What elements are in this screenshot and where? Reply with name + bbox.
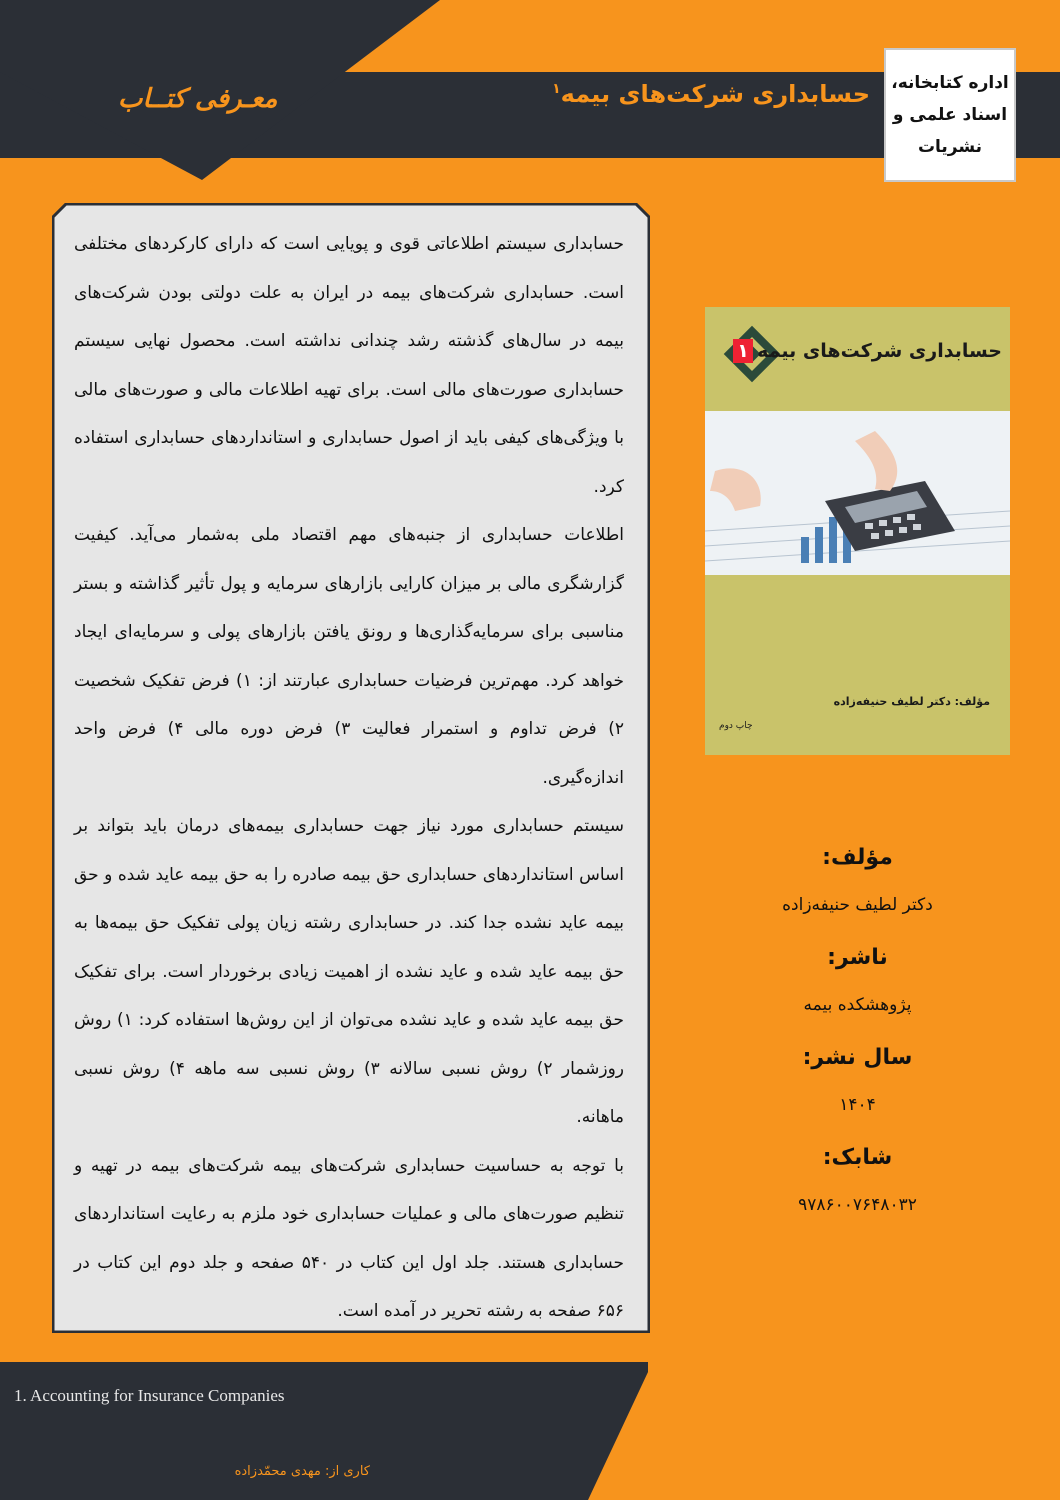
year-value: ۱۴۰۴: [839, 1095, 876, 1115]
footnote: 1. Accounting for Insurance Companies: [14, 1386, 285, 1405]
isbn-label: شابک:: [822, 1145, 893, 1170]
credit: کاری از: مهدی محمّدزاده: [234, 1464, 370, 1479]
paragraph: حسابداری سیستم اطلاعاتی قوی و پویایی است که دارای کارکردهای مختلفی است. حسابداری شرکت‌های بیمه در ایران به علت دولتی بودن شرکت‌های بیمه در سال‌های گذشته رشد چندانی نداشته است. محصول نهایی سیستم حسابداری صورت‌های مالی است. برای تهیه اطلاعات مالی و صورت‌های مالی با ویژگی‌های کیفی باید از اصول حسابداری و استانداردهای حسابداری استفاده کرد.: [74, 234, 624, 497]
section-label: معـرفی کتــاب: [118, 84, 278, 114]
department-label: اداره کتابخانه، اسناد علمی و نشریات: [891, 73, 1009, 157]
cover-title-text: حسابداری شرکت‌های بیمه: [757, 340, 1002, 362]
publisher-label: ناشر:: [827, 945, 888, 970]
footer-corner: [588, 1362, 648, 1500]
footnote-mark: ۱: [552, 81, 561, 97]
cover-author: مؤلف: دکتر لطیف حنیفه‌زاده: [833, 695, 990, 708]
calculator-photo: [705, 411, 1010, 575]
page-title: [552, 80, 870, 108]
department-box: [884, 48, 1016, 182]
cover-volume-badge: ۱: [733, 339, 753, 363]
book-cover: [705, 307, 1010, 755]
paragraph: با توجه به حساسیت حسابداری شرکت‌های بیمه شرکت‌های بیمه در تهیه و تنظیم صورت‌های مالی و عملیات حسابداری خود ملزم به رعایت استانداردهای حسابداری هستند. جلد اول این کتاب در ۵۴۰ صفحه و جلد دوم این کتاب در ۶۵۶ صفحه به رشته تحریر در آمده است.: [74, 1155, 625, 1321]
article-body: [74, 220, 624, 1336]
paragraph: سیستم حسابداری مورد نیاز جهت حسابداری بیمه‌های درمان باید بتواند بر اساس استانداردهای حسابداری حق بیمه صادره را به حق بیمه عاید شده و حق بیمه عاید نشده جدا کند. در حسابداری رشته زیان پولی تفکیک حق بیمه‌ها به حق بیمه عاید شده و عاید نشده از اهمیت زیادی برخوردار است. برای تفکیک حق بیمه عاید شده و عاید نشده می‌توان از این روش‌ها استفاده کرد: ۱) روش روزشمار ۲) روش نسبی سالانه ۳) روش نسبی سه ماهه ۴) روش نسبی ماهانه.: [74, 816, 624, 1127]
author-value: دکتر لطیف حنیفه‌زاده: [782, 895, 933, 915]
title-text: حسابداری شرکت‌های بیمه: [560, 80, 870, 108]
author-label: مؤلف:: [822, 845, 893, 870]
footer-bar: [0, 1362, 588, 1500]
cover-title: [733, 339, 1002, 363]
cover-edition: چاپ دوم: [719, 721, 753, 731]
isbn-value: ۹۷۸۶۰۰۷۶۴۸۰۳۲: [798, 1195, 917, 1215]
publisher-value: پژوهشکده بیمه: [803, 995, 912, 1015]
year-label: سال نشر:: [802, 1045, 913, 1070]
book-info: [705, 840, 1010, 1240]
paragraph: اطلاعات حسابداری از جنبه‌های مهم اقتصاد ملی به‌شمار می‌آید. کیفیت گزارشگری مالی بر میزان کارایی بازارهای سرمایه و پول تأثیر گذاشته و بستر مناسبی برای سرمایه‌گذاری‌ها و رونق یافتن بازارهای پولی و سرمایه‌ای ایجاد خواهد کرد. مهم‌ترین فرضیات حسابداری عبارتند از: ۱) فرض تفکیک شخصیت ۲) فرض تداوم و استمرار فعالیت ۳) فرض دوره مالی ۴) فرض واحد اندازه‌گیری.: [74, 525, 625, 788]
